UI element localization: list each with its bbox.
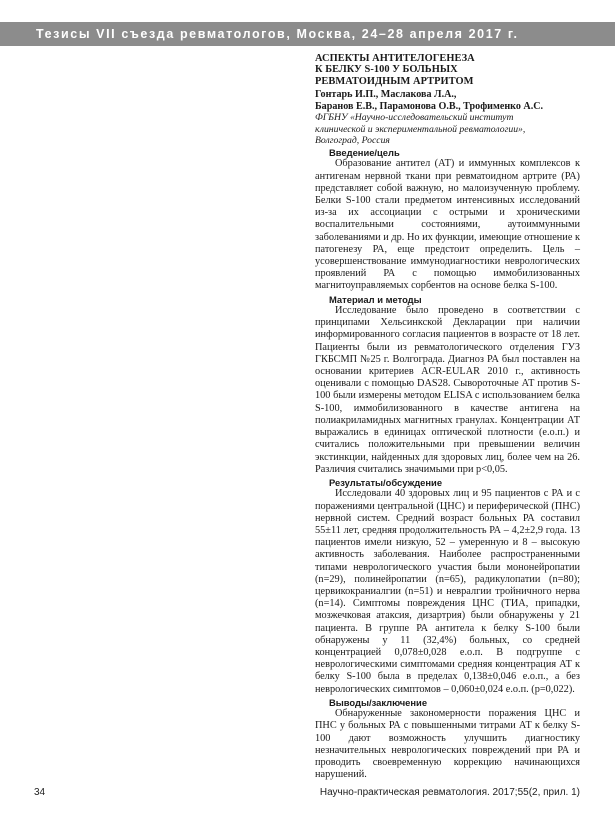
abstract-article — [315, 53, 580, 781]
title-line: АСПЕКТЫ АНТИТЕЛОГЕНЕЗА — [315, 53, 475, 64]
affiliation-line: Волгоград, Россия — [315, 134, 390, 146]
section-heading-conclusion: Выводы/заключение — [329, 696, 428, 708]
article-title — [315, 53, 580, 87]
section-heading-results: Результаты/обсуждение — [329, 476, 443, 488]
page-footer — [0, 786, 615, 800]
section-heading-methods: Материал и методы — [329, 293, 422, 305]
title-line: К БЕЛКУ S-100 У БОЛЬНЫХ — [315, 64, 458, 76]
article-affiliation — [315, 112, 580, 146]
authors-line: Баранов Е.В., Парамонова О.В., Трофименко А.С. — [315, 100, 544, 112]
affiliation-line: клинической и экспериментальной ревматологии», — [315, 123, 526, 135]
section-text-conclusion: Обнаруженные закономерности поражения ЦНС и ПНС у больных РА с повышенными титрами АТ к белку S-100 дают возможность улучшить диагностику незначительных неврологических повреждений при РА и проводить своевременную коррекцию начинающихся нарушений. — [315, 708, 580, 781]
authors-line: Гонтарь И.П., Маслакова Л.А., — [315, 89, 457, 101]
journal-citation: Научно-практическая ревматология. 2017;55(2, прил. 1) — [319, 787, 580, 798]
title-line: РЕВМАТОИДНЫМ АРТРИТОМ — [315, 75, 474, 87]
affiliation-line: ФГБНУ «Научно-исследовательский институт — [315, 112, 514, 124]
conference-banner: Тезисы VII съезда ревматологов, Москва, 24–28 апреля 2017 г. — [0, 22, 615, 46]
article-authors — [315, 89, 580, 112]
section-text-introduction: Образование антител (АТ) и иммунных комплексов к антигенам нервной ткани при ревматоидном артрите (РА) представляет собой важную, но малоизученную проблему. Белки S-100 стали предметом интенсивных исследований из-за их ассоциации с острыми и хроническими воспалительными состояниями, аутоиммунными заболеваниями и др. Но их функции, имеющие отношение к патогенезу РА, еще предстоит определить. Цель – усовершенствование иммунодиагностики неврологических проявлений РА с помощью иммобилизованных магнитоуправляемых сорбентов на основе белка S-100. — [315, 158, 580, 292]
page-number: 34 — [34, 787, 46, 798]
section-text-methods: Исследование было проведено в соответствии с принципами Хельсинкской Декларации при наличии информированного согласия пациентов в возрасте от 18 лет. Пациенты были из ревматологического отделения ГУЗ ГКБСМП №25 г. Волгограда. Диагноз РА был поставлен на основании критериев ACR-EULAR 2010 г., активность оценивали с помощью DAS28. Сывороточные АТ против S-100 были измерены методом ELISA с использованием белка S-100, иммобилизованного в качестве антигена на полиакриламидных магнитных гранулах. Концентрации АТ выражались в единицах оптической плотности (е.о.п.) и считались положительными при превышении величин экстинкции, найденных для здоровых лиц, более чем на 26. Различия считались значимыми при p<0,05. — [315, 305, 580, 475]
section-heading-introduction: Введение/цель — [329, 147, 400, 159]
section-text-results: Исследовали 40 здоровых лиц и 95 пациентов с РА и с поражениями центральной (ЦНС) и периферической (ПНС) нервной систем. Средний возраст больных РА составил 55±11 лет, средняя продолжительность РА – 4,2±2,9 года. 13 пациентов имели низкую, 52 – умеренную и 8 – высокую активность заболевания. Наиболее распространенными типами неврологического участия были мононейропатии (n=29), полинейропатии (n=65), радикулопатии (n=80); цервикокраниалгии (n=51) и невралгии тройничного нерва (n=14). Симптомы повреждения ЦНС (ТИА, припадки, мозжечковая атаксия, дизартрия) были обнаружены у 21 пациента. В группе РА антитела к белку S-100 были обнаружены у 11 (32,4%) больных, со средней концентрацией 0,078±0,028 е.о.п. В подгруппе с неврологическими симптомами средняя концентрация АТ к белку S-100 была в пределах 0,138±0,046 е.о.п., а без неврологических симптомов – 0,060±0,024 е.о.п. (p=0,022). — [315, 488, 580, 695]
